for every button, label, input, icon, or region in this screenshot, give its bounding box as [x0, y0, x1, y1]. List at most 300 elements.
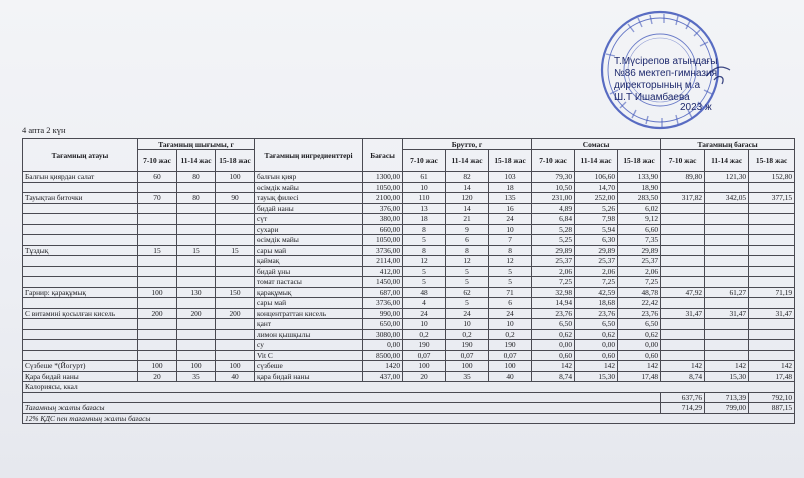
cell-dish-price-1 — [661, 277, 705, 288]
table-row — [23, 256, 795, 267]
cell-price: 2114,00 — [363, 256, 403, 267]
cell-sum-2: 29,89 — [575, 245, 618, 256]
cell-portion-1 — [138, 266, 177, 277]
cell-brutto-2: 5 — [446, 298, 489, 309]
cell-sum-3: 29,89 — [618, 245, 661, 256]
cell-sum-3: 0,60 — [618, 350, 661, 361]
cell-portion-1 — [138, 256, 177, 267]
cell-brutto-3: 71 — [489, 287, 532, 298]
cell-brutto-3: 5 — [489, 277, 532, 288]
cell-sum-3: 17,48 — [618, 371, 661, 382]
cell-portion-1: 15 — [138, 245, 177, 256]
cell-portion-1: 70 — [138, 193, 177, 204]
total-row — [23, 403, 795, 414]
cell-sum-1: 142 — [532, 361, 575, 372]
table-row — [23, 245, 795, 256]
cell-portion-3 — [216, 319, 255, 330]
cell-sum-1: 5,28 — [532, 224, 575, 235]
cell-brutto-1: 24 — [403, 308, 446, 319]
cell-price: 650,00 — [363, 319, 403, 330]
cell-brutto-2: 120 — [446, 193, 489, 204]
cell-dish-name — [23, 340, 138, 351]
cell-price: 3736,00 — [363, 298, 403, 309]
cell-brutto-3: 16 — [489, 203, 532, 214]
cell-dish-price-2 — [705, 266, 749, 277]
cell-portion-3 — [216, 203, 255, 214]
cell-dish-price-3 — [749, 214, 795, 225]
cell-portion-2 — [177, 350, 216, 361]
cell-sum-2: 6,50 — [575, 319, 618, 330]
cell-portion-3: 100 — [216, 172, 255, 183]
cell-brutto-2: 62 — [446, 287, 489, 298]
cell-dish-price-2: 31,47 — [705, 308, 749, 319]
header-age-portion-1: 7-10 жас — [138, 150, 177, 172]
cell-sum-1: 14,94 — [532, 298, 575, 309]
cell-dish-price-3 — [749, 245, 795, 256]
cell-brutto-2: 82 — [446, 172, 489, 183]
cell-sum-2: 6,30 — [575, 235, 618, 246]
cell-dish-price-1 — [661, 340, 705, 351]
cell-dish-price-3 — [749, 277, 795, 288]
subtotal-price-1: 637,76 — [661, 392, 705, 403]
cell-sum-3: 0,62 — [618, 329, 661, 340]
cell-sum-2: 252,00 — [575, 193, 618, 204]
cell-dish-name — [23, 350, 138, 361]
vat-label: 12% ҚДС пен тағамның жалпы бағасы — [23, 413, 795, 424]
cell-sum-1: 4,89 — [532, 203, 575, 214]
cell-brutto-3: 5 — [489, 266, 532, 277]
cell-dish-name — [23, 329, 138, 340]
cell-dish-price-3 — [749, 182, 795, 193]
table-row — [23, 350, 795, 361]
header-age-price-3: 15-18 жас — [749, 150, 795, 172]
cell-dish-price-1: 47,92 — [661, 287, 705, 298]
cell-brutto-3: 100 — [489, 361, 532, 372]
cell-brutto-2: 14 — [446, 203, 489, 214]
cell-dish-price-2: 142 — [705, 361, 749, 372]
cell-sum-2: 7,98 — [575, 214, 618, 225]
cell-sum-2: 0,00 — [575, 340, 618, 351]
cell-sum-1: 7,25 — [532, 277, 575, 288]
cell-portion-3 — [216, 256, 255, 267]
approval-line-1: Т.Мүсірепов атындағы — [614, 56, 718, 67]
header-price: Бағасы — [363, 139, 403, 172]
cell-dish-price-2 — [705, 298, 749, 309]
cell-dish-price-1 — [661, 182, 705, 193]
cell-brutto-3: 0,07 — [489, 350, 532, 361]
cell-portion-1: 200 — [138, 308, 177, 319]
cell-dish-price-2 — [705, 214, 749, 225]
header-dish-price: Тағамның бағасы — [661, 139, 795, 150]
cell-portion-2: 100 — [177, 361, 216, 372]
cell-dish-price-3 — [749, 224, 795, 235]
cell-dish-name: Балғын қиярдан салат — [23, 172, 138, 183]
cell-ingredient: қант — [255, 319, 363, 330]
cell-brutto-3: 6 — [489, 298, 532, 309]
cell-brutto-1: 10 — [403, 182, 446, 193]
cell-sum-2: 25,37 — [575, 256, 618, 267]
cell-brutto-1: 5 — [403, 266, 446, 277]
total-price-3: 887,15 — [749, 403, 795, 414]
cell-dish-name — [23, 214, 138, 225]
cell-dish-price-1 — [661, 203, 705, 214]
cell-price: 437,00 — [363, 371, 403, 382]
cell-dish-name: Сүзбеше *(Йогурт) — [23, 361, 138, 372]
cell-dish-price-1 — [661, 256, 705, 267]
cell-brutto-3: 40 — [489, 371, 532, 382]
cell-price: 1050,00 — [363, 235, 403, 246]
cell-brutto-3: 8 — [489, 245, 532, 256]
cell-price: 3736,00 — [363, 245, 403, 256]
subtotal-row — [23, 392, 795, 403]
cell-brutto-2: 0,2 — [446, 329, 489, 340]
cell-brutto-3: 12 — [489, 256, 532, 267]
cell-portion-3 — [216, 182, 255, 193]
cell-brutto-1: 10 — [403, 319, 446, 330]
table-row — [23, 371, 795, 382]
cell-sum-1: 6,50 — [532, 319, 575, 330]
approval-line-4: Ш.Т Ишамбаева — [614, 92, 690, 103]
cell-brutto-2: 190 — [446, 340, 489, 351]
cell-dish-price-1: 31,47 — [661, 308, 705, 319]
cell-brutto-3: 24 — [489, 308, 532, 319]
cell-brutto-3: 18 — [489, 182, 532, 193]
cell-dish-price-1 — [661, 329, 705, 340]
header-brutto: Брутто, г — [403, 139, 532, 150]
cell-price: 3080,00 — [363, 329, 403, 340]
cell-portion-3: 150 — [216, 287, 255, 298]
cell-sum-1: 231,00 — [532, 193, 575, 204]
cell-dish-price-2: 121,30 — [705, 172, 749, 183]
total-price-2: 799,00 — [705, 403, 749, 414]
cell-dish-price-3: 17,48 — [749, 371, 795, 382]
cell-brutto-1: 5 — [403, 277, 446, 288]
cell-dish-name — [23, 224, 138, 235]
cell-portion-1 — [138, 298, 177, 309]
cell-portion-2: 80 — [177, 193, 216, 204]
cell-brutto-2: 10 — [446, 319, 489, 330]
cell-portion-1 — [138, 203, 177, 214]
cell-ingredient: сүзбеше — [255, 361, 363, 372]
header-portion: Тағамның шығымы, г — [138, 139, 255, 150]
cell-portion-2 — [177, 329, 216, 340]
table-row — [23, 277, 795, 288]
table-row — [23, 235, 795, 246]
cell-sum-2: 2,06 — [575, 266, 618, 277]
cell-brutto-2: 24 — [446, 308, 489, 319]
cell-portion-1: 60 — [138, 172, 177, 183]
cell-sum-3: 142 — [618, 361, 661, 372]
cell-brutto-1: 20 — [403, 371, 446, 382]
cell-brutto-1: 12 — [403, 256, 446, 267]
header-age-portion-3: 15-18 жас — [216, 150, 255, 172]
subtotal-price-2: 713,39 — [705, 392, 749, 403]
cell-portion-2: 80 — [177, 172, 216, 183]
header-dish-name: Тағамның атауы — [23, 139, 138, 172]
cell-dish-name — [23, 203, 138, 214]
cell-brutto-2: 5 — [446, 266, 489, 277]
cell-portion-1: 100 — [138, 361, 177, 372]
cell-brutto-2: 35 — [446, 371, 489, 382]
cell-dish-price-2 — [705, 182, 749, 193]
cell-dish-price-1 — [661, 266, 705, 277]
cell-dish-name — [23, 266, 138, 277]
cell-sum-1: 10,50 — [532, 182, 575, 193]
cell-portion-1: 100 — [138, 287, 177, 298]
cell-sum-3: 6,60 — [618, 224, 661, 235]
cell-brutto-3: 10 — [489, 319, 532, 330]
cell-brutto-2: 12 — [446, 256, 489, 267]
header-age-sum-3: 15-18 жас — [618, 150, 661, 172]
cell-dish-price-2 — [705, 350, 749, 361]
total-price-1: 714,29 — [661, 403, 705, 414]
subtotal-spacer — [23, 392, 661, 403]
cell-sum-3: 22,42 — [618, 298, 661, 309]
cell-brutto-2: 21 — [446, 214, 489, 225]
total-label: Тағамның жалпы бағасы — [23, 403, 661, 414]
cell-brutto-1: 190 — [403, 340, 446, 351]
cell-portion-3 — [216, 350, 255, 361]
table-row — [23, 340, 795, 351]
cell-dish-price-1 — [661, 245, 705, 256]
table-row — [23, 287, 795, 298]
cell-dish-price-1: 89,80 — [661, 172, 705, 183]
cell-brutto-2: 6 — [446, 235, 489, 246]
table-row — [23, 224, 795, 235]
cell-ingredient: балғын қияр — [255, 172, 363, 183]
cell-sum-3: 23,76 — [618, 308, 661, 319]
cell-portion-1 — [138, 235, 177, 246]
cell-portion-1 — [138, 277, 177, 288]
cell-ingredient: өсімдік майы — [255, 182, 363, 193]
cell-sum-2: 5,94 — [575, 224, 618, 235]
cell-sum-3: 48,78 — [618, 287, 661, 298]
calories-label: Калориясы, ккал — [23, 382, 795, 393]
cell-dish-price-3 — [749, 340, 795, 351]
cell-dish-price-1 — [661, 350, 705, 361]
table-row — [23, 361, 795, 372]
cell-ingredient: концентраттан кисель — [255, 308, 363, 319]
cell-portion-2 — [177, 235, 216, 246]
table-row — [23, 182, 795, 193]
table-row — [23, 329, 795, 340]
cell-dish-price-3 — [749, 266, 795, 277]
cell-price: 1450,00 — [363, 277, 403, 288]
cell-brutto-1: 100 — [403, 361, 446, 372]
cell-brutto-1: 13 — [403, 203, 446, 214]
cell-ingredient: қара бидай наны — [255, 371, 363, 382]
cell-portion-3: 100 — [216, 361, 255, 372]
cell-price: 1050,00 — [363, 182, 403, 193]
cell-sum-1: 79,30 — [532, 172, 575, 183]
cell-ingredient: қаймақ — [255, 256, 363, 267]
header-age-price-2: 11-14 жас — [705, 150, 749, 172]
cell-dish-price-1 — [661, 298, 705, 309]
table-row — [23, 172, 795, 183]
cell-sum-2: 7,25 — [575, 277, 618, 288]
menu-cost-table — [22, 138, 795, 424]
cell-dish-price-1 — [661, 224, 705, 235]
cell-portion-3: 15 — [216, 245, 255, 256]
cell-brutto-2: 9 — [446, 224, 489, 235]
approval-block — [614, 56, 717, 114]
cell-dish-price-1 — [661, 319, 705, 330]
cell-price: 0,00 — [363, 340, 403, 351]
cell-sum-2: 106,60 — [575, 172, 618, 183]
cell-sum-3: 7,25 — [618, 277, 661, 288]
cell-portion-1 — [138, 340, 177, 351]
cell-brutto-2: 8 — [446, 245, 489, 256]
cell-brutto-3: 135 — [489, 193, 532, 204]
table-row — [23, 319, 795, 330]
cell-portion-2 — [177, 182, 216, 193]
calories-row — [23, 382, 795, 393]
cell-ingredient: Vit C — [255, 350, 363, 361]
cell-brutto-3: 24 — [489, 214, 532, 225]
cell-dish-name — [23, 235, 138, 246]
cell-dish-price-3: 31,47 — [749, 308, 795, 319]
cell-dish-price-3: 152,80 — [749, 172, 795, 183]
cell-dish-price-1 — [661, 214, 705, 225]
cell-portion-2 — [177, 277, 216, 288]
cell-dish-name — [23, 319, 138, 330]
cell-dish-name — [23, 277, 138, 288]
cell-price: 412,00 — [363, 266, 403, 277]
cell-price: 2100,00 — [363, 193, 403, 204]
cell-dish-name: Тұздық — [23, 245, 138, 256]
cell-sum-1: 23,76 — [532, 308, 575, 319]
cell-sum-1: 29,89 — [532, 245, 575, 256]
cell-sum-2: 23,76 — [575, 308, 618, 319]
cell-dish-price-2: 15,30 — [705, 371, 749, 382]
cell-ingredient: сухари — [255, 224, 363, 235]
cell-dish-price-2 — [705, 203, 749, 214]
cell-ingredient: қарақұмық — [255, 287, 363, 298]
cell-dish-price-3: 377,15 — [749, 193, 795, 204]
cell-brutto-3: 10 — [489, 224, 532, 235]
table-row — [23, 298, 795, 309]
header-age-brutto-1: 7-10 жас — [403, 150, 446, 172]
cell-dish-name — [23, 182, 138, 193]
header-age-price-1: 7-10 жас — [661, 150, 705, 172]
cell-dish-name: Гарнир: қарақұмық — [23, 287, 138, 298]
cell-dish-name — [23, 298, 138, 309]
cell-sum-1: 25,37 — [532, 256, 575, 267]
cell-sum-1: 0,60 — [532, 350, 575, 361]
cell-sum-3: 18,90 — [618, 182, 661, 193]
cell-price: 1420 — [363, 361, 403, 372]
cell-ingredient: тауық филесі — [255, 193, 363, 204]
cell-brutto-1: 5 — [403, 235, 446, 246]
cell-ingredient: су — [255, 340, 363, 351]
cell-dish-name: Қара бидай наны — [23, 371, 138, 382]
cell-brutto-2: 5 — [446, 277, 489, 288]
cell-sum-2: 142 — [575, 361, 618, 372]
cell-dish-price-3 — [749, 329, 795, 340]
approval-year: 2023 ж — [680, 102, 712, 113]
cell-portion-2 — [177, 319, 216, 330]
week-day-label: 4 апта 2 күн — [22, 125, 66, 135]
cell-dish-price-2 — [705, 340, 749, 351]
cell-price: 990,00 — [363, 308, 403, 319]
table-body — [23, 172, 795, 382]
cell-portion-3 — [216, 340, 255, 351]
table-row — [23, 266, 795, 277]
cell-dish-name — [23, 256, 138, 267]
cell-brutto-3: 7 — [489, 235, 532, 246]
cell-sum-1: 5,25 — [532, 235, 575, 246]
cell-portion-3 — [216, 298, 255, 309]
cell-brutto-1: 61 — [403, 172, 446, 183]
cell-portion-3 — [216, 235, 255, 246]
cell-sum-3: 2,06 — [618, 266, 661, 277]
cell-ingredient: өсімдік майы — [255, 235, 363, 246]
table-row — [23, 214, 795, 225]
cell-portion-2 — [177, 203, 216, 214]
cell-portion-2 — [177, 266, 216, 277]
table-row — [23, 308, 795, 319]
cell-portion-1 — [138, 329, 177, 340]
header-age-brutto-3: 15-18 жас — [489, 150, 532, 172]
cell-dish-price-2 — [705, 245, 749, 256]
cell-portion-2: 200 — [177, 308, 216, 319]
cell-brutto-1: 18 — [403, 214, 446, 225]
cell-dish-price-1: 142 — [661, 361, 705, 372]
cell-brutto-1: 110 — [403, 193, 446, 204]
cell-ingredient: сары май — [255, 298, 363, 309]
cell-dish-price-2 — [705, 235, 749, 246]
cell-portion-3 — [216, 277, 255, 288]
cell-brutto-2: 14 — [446, 182, 489, 193]
cell-dish-price-2 — [705, 224, 749, 235]
cell-sum-2: 18,68 — [575, 298, 618, 309]
cell-portion-3: 40 — [216, 371, 255, 382]
cell-dish-price-2 — [705, 319, 749, 330]
header-sum: Сомасы — [532, 139, 661, 150]
cell-portion-3 — [216, 329, 255, 340]
cell-sum-1: 0,00 — [532, 340, 575, 351]
cell-portion-2 — [177, 224, 216, 235]
cell-brutto-2: 100 — [446, 361, 489, 372]
cell-portion-3: 90 — [216, 193, 255, 204]
cell-portion-1: 20 — [138, 371, 177, 382]
cell-brutto-1: 0,2 — [403, 329, 446, 340]
cell-brutto-3: 103 — [489, 172, 532, 183]
cell-price: 1300,00 — [363, 172, 403, 183]
header-ingredients: Тағамның ингредиенттері — [255, 139, 363, 172]
cell-dish-price-3 — [749, 319, 795, 330]
cell-portion-2 — [177, 214, 216, 225]
cell-portion-3: 200 — [216, 308, 255, 319]
cell-brutto-1: 48 — [403, 287, 446, 298]
cell-sum-3: 0,00 — [618, 340, 661, 351]
cell-portion-2: 35 — [177, 371, 216, 382]
cell-brutto-1: 0,07 — [403, 350, 446, 361]
cell-portion-1 — [138, 214, 177, 225]
cell-price: 687,00 — [363, 287, 403, 298]
cell-sum-2: 0,60 — [575, 350, 618, 361]
cell-dish-price-1: 8,74 — [661, 371, 705, 382]
cell-sum-2: 5,26 — [575, 203, 618, 214]
cell-sum-3: 25,37 — [618, 256, 661, 267]
cell-ingredient: лимон қышқылы — [255, 329, 363, 340]
cell-price: 376,00 — [363, 203, 403, 214]
vat-row — [23, 413, 795, 424]
header-age-brutto-2: 11-14 жас — [446, 150, 489, 172]
cell-portion-3 — [216, 214, 255, 225]
cell-ingredient: сары май — [255, 245, 363, 256]
cell-sum-3: 7,35 — [618, 235, 661, 246]
